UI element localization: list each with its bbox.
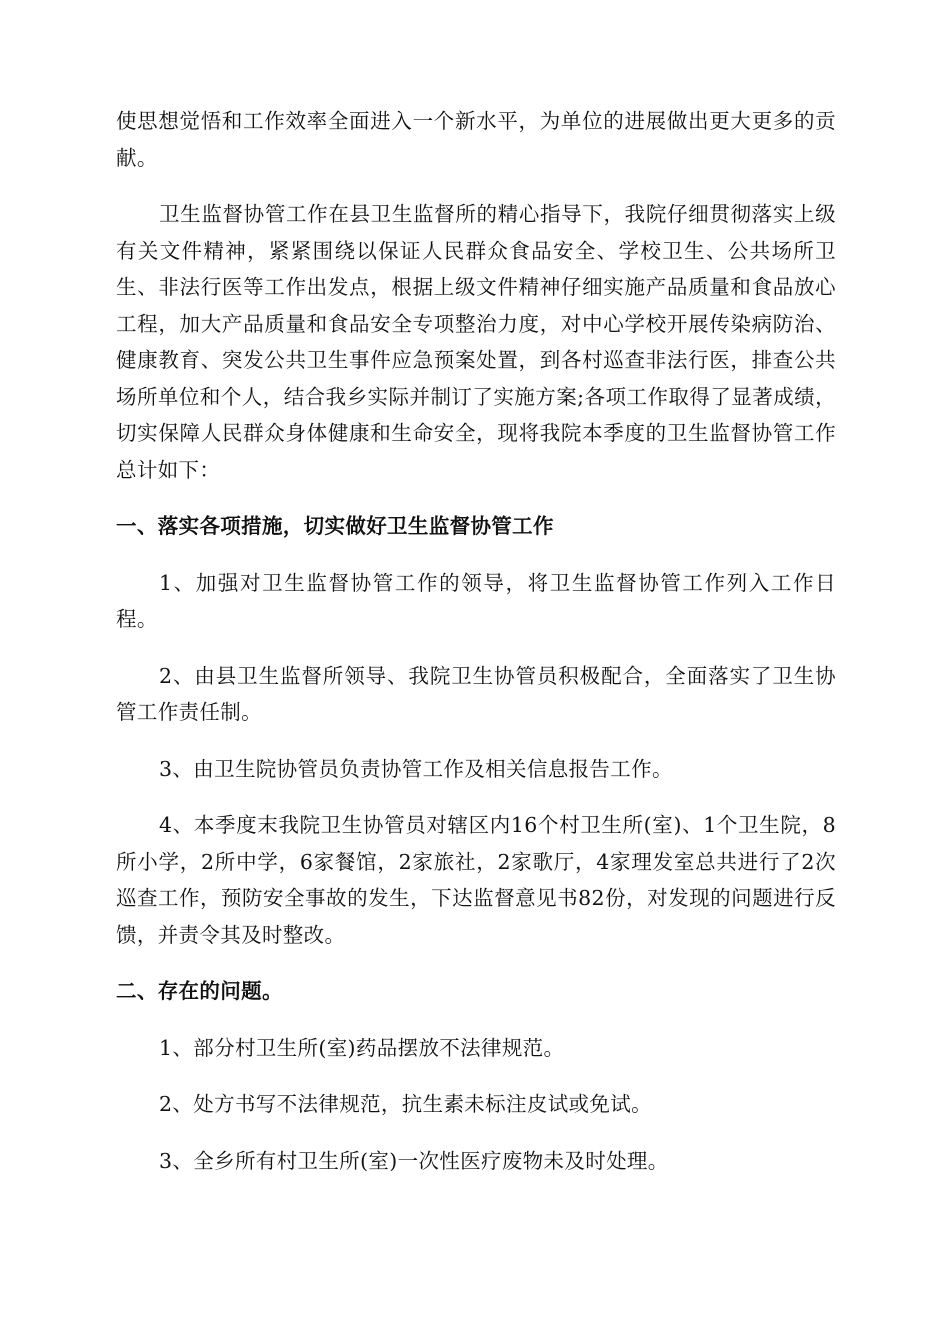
list-item-problem-3: 3、全乡所有村卫生所(室)一次性医疗废物未及时处理。 [159, 1148, 669, 1173]
document-body [116, 103, 836, 1199]
paragraph-intro: 卫生监督协管工作在县卫生监督所的精心指导下，我院仔细贯彻落实上级有关文件精神，紧紧围绕以保证人民群众食品安全、学校卫生、公共场所卫生、非法行医等工作出发点，根据上级文件精神仔细实施产品质量和食品放心工程，加大产品质量和食品安全专项整治力度，对中心学校开展传染病防治、健康教育、突发公共卫生事件应急预案处置，到各村巡查非法行医，排查公共场所单位和个人，结合我乡实际并制订了实施方案;各项工作取得了显著成绩，切实保障人民群众身体健康和生命安全，现将我院本季度的卫生监督协管工作总计如下： [116, 202, 836, 482]
list-item-problem-2: 2、处方书写不法律规范，抗生素未标注皮试或免试。 [159, 1092, 652, 1116]
list-item-problem-1: 1、部分村卫生所(室)药品摆放不法律规范。 [159, 1035, 565, 1060]
paragraph-continuation: 使思想觉悟和工作效率全面进入一个新水平，为单位的进展做出更大更多的贡献。 [116, 109, 836, 170]
section-heading-measures: 一、落实各项措施，切实做好卫生监督协管工作 [116, 514, 554, 538]
list-item-measure-3: 3、由卫生院协管员负责协管工作及相关信息报告工作。 [159, 756, 673, 781]
section-heading-problems: 二、存在的问题。 [116, 979, 283, 1003]
list-item-measure-2: 2、由县卫生监督所领导、我院卫生协管员积极配合，全面落实了卫生协管工作责任制。 [116, 663, 836, 724]
list-item-measure-1: 1、加强对卫生监督协管工作的领导，将卫生监督协管工作列入工作日程。 [116, 570, 836, 631]
list-item-measure-4: 4、本季度末我院卫生协管员对辖区内16个村卫生所(室)、1个卫生院，8所小学，2所中学，6家餐馆，2家旅社，2家歌厅，4家理发室总共进行了2次巡查工作，预防安全事故的发生，下达监督意见书82份，对发现的问题进行反馈，并责令其及时整改。 [116, 813, 836, 947]
